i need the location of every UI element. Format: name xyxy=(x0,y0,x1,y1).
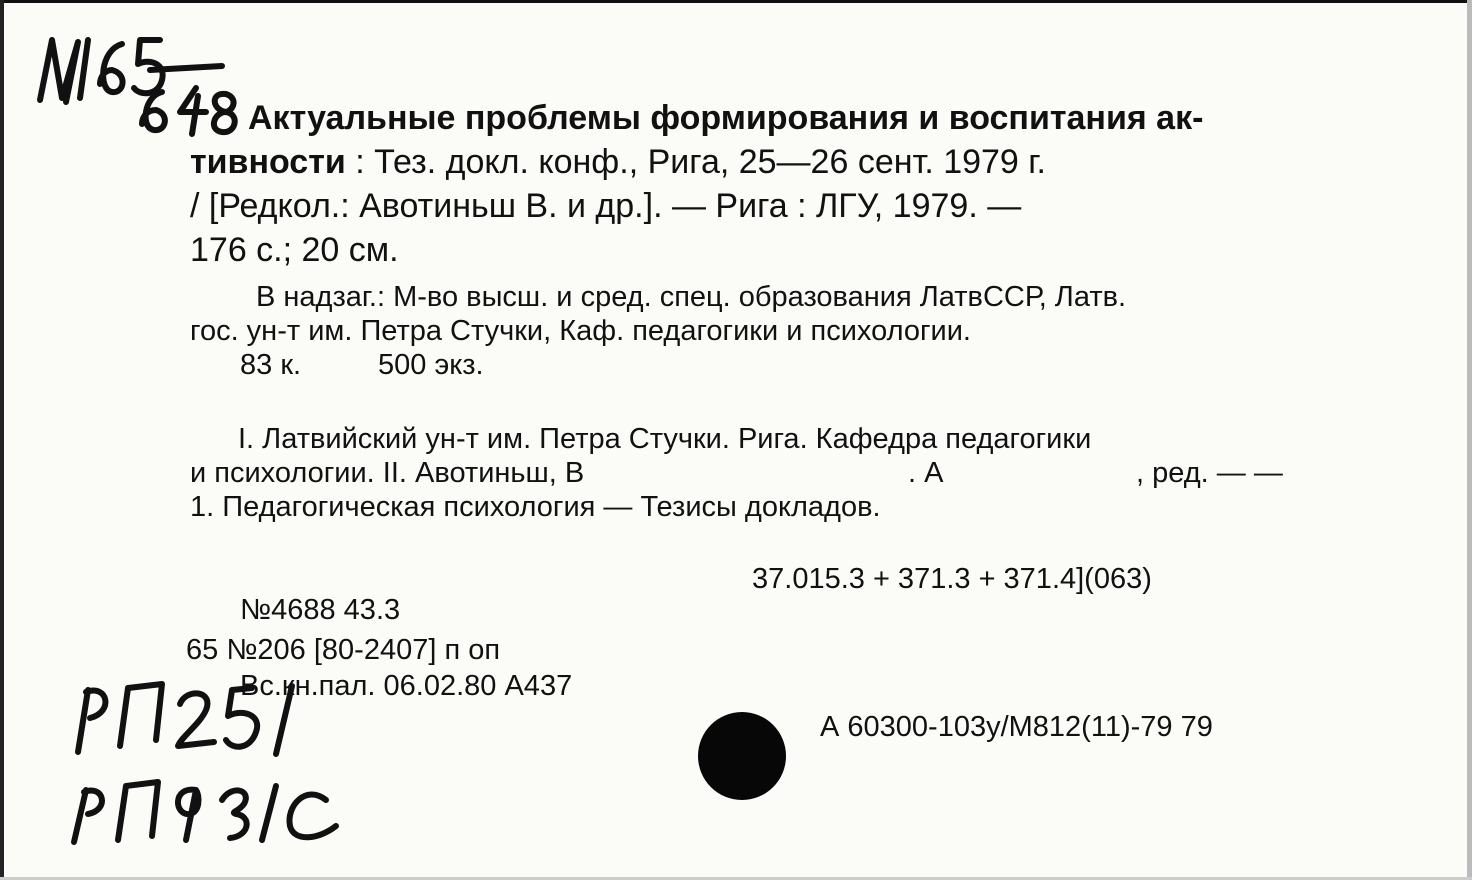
title-line-1 xyxy=(248,96,1203,140)
note-line-2: гос. ун-т им. Петра Стучки, Каф. педагогики и психологии. xyxy=(190,315,971,347)
accession-line-1: №4688 43.3 xyxy=(240,594,401,626)
title-line-3: / [Редкол.: Авотиньш В. и др.]. — Рига : ЛГУ, 1979. — xyxy=(190,187,1022,225)
physical-description: 176 с.; 20 см. xyxy=(190,231,399,269)
title-main-text: Актуальные проблемы формирования и воспитания ак- xyxy=(248,99,1204,137)
title-line-2 xyxy=(190,140,1046,184)
note-line-1: В надзаг.: М-во высш. и сред. спец. образования ЛатвССР, Латв. xyxy=(256,281,1127,313)
subject-heading: 1. Педагогическая психология — Тезисы докладов. xyxy=(190,491,881,523)
tracing-line-1: I. Латвийский ун-т им. Петра Стучки. Рига. Кафедра педагогики xyxy=(238,423,1092,455)
print-run: 500 экз. xyxy=(378,349,484,381)
card-edge-left xyxy=(0,0,4,880)
catalog-number: А 60300-103у/М812(11)-79 79 xyxy=(820,711,1213,743)
title-continuation: тивности xyxy=(190,143,346,181)
title-other-info: : Тез. докл. конф., Рига, 25—26 сент. 1979 г. xyxy=(345,143,1046,181)
tracing-line-2a: и психологии. II. Авотиньш, В xyxy=(190,457,585,489)
price: 83 к. xyxy=(240,349,302,381)
accession-line-3: Вс.кн.пал. 06.02.80 А437 xyxy=(240,670,573,702)
punch-hole xyxy=(698,712,786,800)
udc-index: 37.015.3 + 371.3 + 371.4](063) xyxy=(752,563,1152,595)
card-edge-right xyxy=(1467,0,1472,880)
tracing-line-2b: . А xyxy=(908,457,944,489)
card-edge-top xyxy=(0,0,1472,3)
accession-line-2: 65 №206 [80-2407] п оп xyxy=(186,634,501,666)
tracing-line-2c: , ред. — — xyxy=(1136,457,1283,489)
